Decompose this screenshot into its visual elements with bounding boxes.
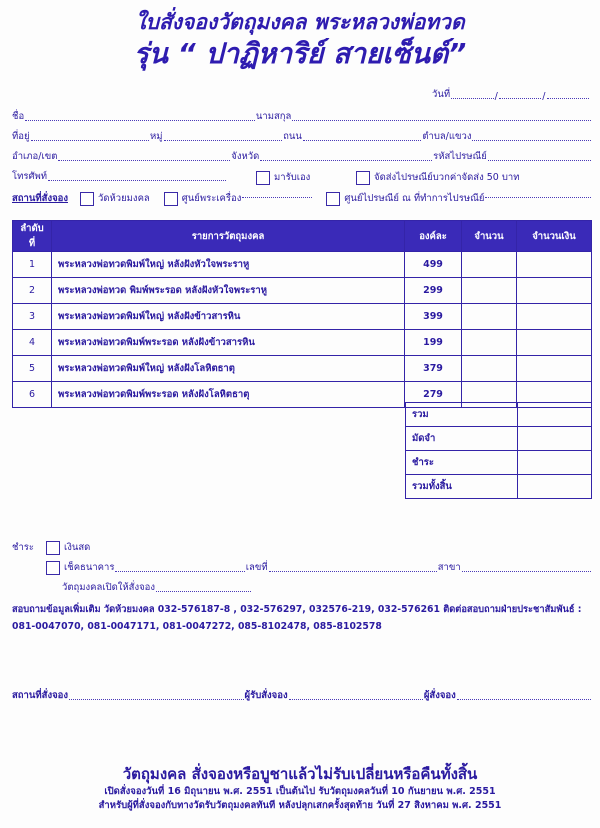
name-field[interactable]	[25, 120, 255, 121]
table-row	[13, 278, 592, 304]
row-item: พระหลวงพ่อทวดพิมพ์ใหญ่ หลังฝังข้าวสารหิน	[52, 304, 405, 330]
order-place-label: สถานที่สั่งจอง	[12, 193, 68, 204]
summary-table	[405, 402, 592, 499]
table-row	[13, 330, 592, 356]
row-item: พระหลวงพ่อทวดพิมพ์พระรอด หลังฝังข้าวสารหิน	[52, 330, 405, 356]
province-label: จังหวัด	[231, 151, 260, 162]
postcode-field[interactable]	[488, 160, 591, 161]
province-field[interactable]	[260, 160, 432, 161]
row-no: 3	[13, 304, 52, 330]
row-no: 1	[13, 252, 52, 278]
branch-field[interactable]	[462, 571, 591, 572]
district-field[interactable]	[58, 160, 230, 161]
receiver-field[interactable]	[289, 699, 423, 700]
pickup-option[interactable]: มารับเอง	[256, 170, 310, 185]
district-label: อำเภอ/เขต	[12, 151, 58, 162]
summary-row	[406, 427, 592, 451]
row-item: พระหลวงพ่อทวดพิมพ์พระรอด หลังฝังโลหิตธาตุ	[52, 382, 405, 408]
row-amount-cell[interactable]	[517, 330, 592, 356]
row-price: 379	[405, 356, 462, 382]
summary-label: มัดจำ	[406, 427, 518, 451]
contact-line-1: สอบถามข้อมูลเพิ่มเติม วัดห้วยมงคล 032-576187-8 , 032-576297, 032576-219, 032-576261 ติดต่อสอบถามฝ่ายประชาสัมพันธ์ :	[12, 604, 582, 615]
subdistrict-field[interactable]	[472, 140, 591, 141]
date-field[interactable]: วันที่ / /	[432, 88, 590, 102]
footer-dates: เปิดสั่งจองวันที่ 16 มิถุนายน พ.ศ. 2551 เป็นต้นไป รับวัตถุมงคลวันที่ 10 กันยายน พ.ศ. 2551	[104, 786, 496, 797]
row-item: พระหลวงพ่อทวดพิมพ์ใหญ่ หลังฝังโลหิตธาตุ	[52, 356, 405, 382]
row-amount-cell[interactable]	[517, 356, 592, 382]
summary-label: รวมทั้งสิ้น	[406, 475, 518, 499]
name-label: ชื่อ	[12, 111, 25, 122]
row-amount-cell[interactable]	[517, 252, 592, 278]
form-subtitle: รุ่น “ ปาฏิหาริย์ สายเซ็นต์”	[133, 37, 467, 70]
row-price: 299	[405, 278, 462, 304]
row-price: 199	[405, 330, 462, 356]
road-field[interactable]	[303, 140, 422, 141]
subdistrict-label: ตำบล/แขวง	[422, 131, 472, 142]
contact-line-2: 081-0047070, 081-0047171, 081-0047272, 085-8102478, 085-8102578	[12, 621, 382, 632]
col-item: รายการวัตถุมงคล	[52, 221, 405, 252]
center-field[interactable]	[242, 197, 312, 198]
pickup-checkbox[interactable]	[256, 171, 270, 185]
payment-label: ชำระ	[12, 542, 34, 553]
row-qty-cell[interactable]	[462, 330, 517, 356]
summary-label: รวม	[406, 403, 518, 427]
col-amount: จำนวนเงิน	[517, 221, 592, 252]
row-amount-cell[interactable]	[517, 278, 592, 304]
summary-row	[406, 451, 592, 475]
cheque-checkbox[interactable]	[46, 561, 60, 575]
col-price: องค์ละ	[405, 221, 462, 252]
row-no: 5	[13, 356, 52, 382]
row-qty-cell[interactable]	[462, 278, 517, 304]
form-title: ใบสั่งจองวัตถุมงคล พระหลวงพ่อทวด	[135, 10, 465, 34]
postcode-label: รหัสไปรษณีย์	[433, 151, 487, 162]
row-item: พระหลวงพ่อทวดพิมพ์ใหญ่ หลังฝังหัวใจพระราหู	[52, 252, 405, 278]
cheque-no-field[interactable]	[269, 571, 437, 572]
summary-value-cell[interactable]	[517, 427, 591, 451]
row-price: 499	[405, 252, 462, 278]
address-label: ที่อยู่	[12, 131, 30, 142]
summary-label: ชำระ	[406, 451, 518, 475]
post-office-checkbox[interactable]	[326, 192, 340, 206]
surname-label: นามสกุล	[255, 111, 292, 122]
orderer-field[interactable]	[457, 699, 591, 700]
surname-field[interactable]	[292, 120, 591, 121]
table-row	[13, 304, 592, 330]
footer-notice: วัตถุมงคล สั่งจองหรือบูชาแล้วไม่รับเปลี่ยนหรือคืนทั้งสิ้น	[122, 765, 478, 783]
address-field[interactable]	[31, 140, 150, 141]
summary-value-cell[interactable]	[517, 451, 591, 475]
table-row	[13, 356, 592, 382]
summary-row	[406, 475, 592, 499]
table-row	[13, 252, 592, 278]
row-no: 2	[13, 278, 52, 304]
order-form: ใบสั่งจองวัตถุมงคล พระหลวงพ่อทวด รุ่น “ ปาฏิหาริย์ สายเซ็นต์” วันที่ / / ชื่อ นามสกุล ที่อยู่ หมู่ ถนน ตำบล/แขวง อำเภอ/เขต จังหวัด รหัสไปรษณีย์ โทรศัพท์ มารับเอง จัดส่งไปรษณีย์บวกค่าจัดส่ง 50 บาท สถานที่สั่งจอง วัดห้วยมงคล ศูนย์พระเครื่อง ศูนย์ไปรษณีย์ ณ ที่ทำการไปรษณีย์ ลำดับที่ รายการวัตถุมงคล องค์ละ จำนวน จำนวนเงิน 1 พระหลวงพ่อทวดพิมพ์ใหญ่ หลังฝังหัวใจพระราหู 499 2 พระหลวงพ่อทวด พิมพ์พระรอด หลังฝังหัวใจพระราหู 299 3 พระหลวงพ่อทวดพิมพ์ใหญ่ หลังฝังข้าวสารหิน 399 4 พระหลวงพ่อทวดพิมพ์พระรอด หลังฝังข้าวสารหิน 199 5 พระหลวงพ่อทวดพิมพ์ใหญ่ หลังฝังโลหิตธาตุ 379 6 พระหลวงพ่อทวดพิมพ์พระรอด หลังฝังโลหิตธาตุ 279 รวม มัดจำ ชำระ รวมทั้งสิ้น ชำระ เงินสด เช็คธนาคาร เลขที่ สาขา วัตถุมงคลเปิดให้สั่งจอง สอบถามข้อมูลเพิ่มเติม วัดห้วยมงคล 032-576187-8 , 032-576297, 032576-219, 032-576261 ติดต่อสอบถามฝ่ายประชาสัมพันธ์ : 081-0047070, 081-0047171, 081-0047272, 085-8102478, 085-8102578 สถานที่สั่งจอง ผู้รับสั่งจอง ผู้สั่งจอง วัตถุมงคล สั่งจองหรือบูชาแล้วไม่รับเปลี่ยนหรือคืนทั้งสิ้น เปิดสั่งจองวันที่ 16 มิถุนายน พ.ศ. 2551 เป็นต้นไป รับวัตถุมงคลวันที่ 10 กันยายน พ.ศ. 2551 สำหรับผู้ที่สั่งจองกับทางวัดรับวัตถุมงคลทันที หลังปลุกเสกครั้งสุดท้าย วันที่ 27 สิงหาคม พ.ศ. 2551	[0, 0, 600, 828]
post-office-field[interactable]	[485, 197, 591, 198]
bank-field[interactable]	[115, 571, 244, 572]
post-checkbox[interactable]	[356, 171, 370, 185]
opened-field[interactable]	[156, 591, 251, 592]
road-label: ถนน	[283, 131, 302, 142]
moo-label: หมู่	[150, 131, 163, 142]
sign-place-field[interactable]	[69, 699, 244, 700]
row-no: 6	[13, 382, 52, 408]
row-no: 4	[13, 330, 52, 356]
temple-checkbox[interactable]	[80, 192, 94, 206]
row-item: พระหลวงพ่อทวด พิมพ์พระรอด หลังฝังหัวใจพระราหู	[52, 278, 405, 304]
col-no: ลำดับที่	[13, 221, 52, 252]
row-amount-cell[interactable]	[517, 304, 592, 330]
summary-value-cell[interactable]	[517, 475, 591, 499]
row-price: 399	[405, 304, 462, 330]
post-option[interactable]: จัดส่งไปรษณีย์บวกค่าจัดส่ง 50 บาท	[356, 170, 519, 185]
center-checkbox[interactable]	[164, 192, 178, 206]
order-table	[12, 220, 592, 408]
moo-field[interactable]	[164, 140, 283, 141]
row-qty-cell[interactable]	[462, 356, 517, 382]
cash-checkbox[interactable]	[46, 541, 60, 555]
row-qty-cell[interactable]	[462, 252, 517, 278]
col-qty: จำนวน	[462, 221, 517, 252]
summary-row	[406, 403, 592, 427]
summary-value-cell[interactable]	[517, 403, 591, 427]
footer-pickup: สำหรับผู้ที่สั่งจองกับทางวัดรับวัตถุมงคลทันที หลังปลุกเสกครั้งสุดท้าย วันที่ 27 สิงหาคม พ.ศ. 2551	[98, 800, 502, 811]
row-qty-cell[interactable]	[462, 304, 517, 330]
phone-label: โทรศัพท์	[12, 171, 48, 182]
date-label: วันที่	[432, 89, 451, 100]
phone-field[interactable]	[48, 180, 226, 181]
row-price: 279	[405, 382, 462, 408]
